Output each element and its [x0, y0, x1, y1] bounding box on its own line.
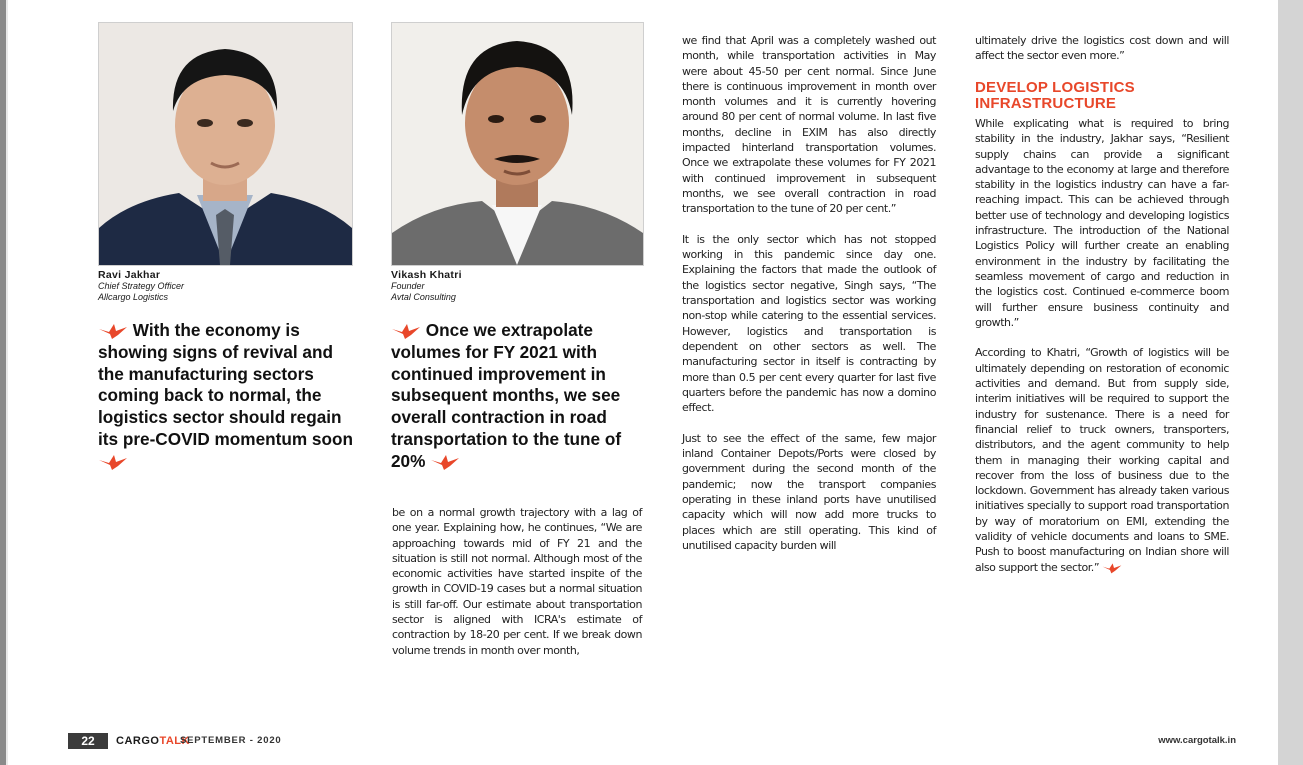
bird-logo-icon	[98, 322, 128, 340]
website-url: www.cargotalk.in	[1158, 735, 1236, 746]
person-name: Ravi Jakhar	[98, 269, 161, 281]
page-gutter-right	[1278, 0, 1303, 765]
body-paragraph: we find that April was a completely washed out month, while transportation activities in May were about 45-50 per cent normal. Since June there is continuous improvement in month over month volumes and it is currently hovering around 80 per cent of normal volume. In last five months, decline in EXIM has also directly impacted hinterland transportation volumes. Once we extrapolate these volumes for FY 2021 with continued improvement in subsequent months, we see overall contraction in road transportation to the tune of 20 per cent.”	[682, 34, 936, 216]
brand-logo	[116, 733, 190, 749]
body-paragraph: While explicating what is required to bring stability in the industry, Jakhar says, “Resilient supply chains can provide a significant advantage to the economy at large and therefore stability in the logistics industry can have a far-reaching impact. This can be achieved through better use of technology and developing logistics infrastructure. The introduction of the National Logistics Policy will further create an enabling environment in the industry by facilitating the seamless movement of cargo and reduction in the logistics cost. Continued e-commerce boom will further ensure business continuity and growth.”	[975, 117, 1229, 329]
pull-quote-ravi-jakhar	[98, 320, 354, 473]
body-text: According to Khatri, “Growth of logistics will be ultimately depending on restoration of economic activities and demand. But from supply side, interim initiatives will be required to support the industry for sustenance. There is a need for financial relief to truck owners, transporters, distributors, and the agent community to help them in managing their working capital and recover from the loss of business due to the lockdown. Government has already taken various initiatives specially to support road transportation by way of moratorium on EMI, extending the validity of vehicle documents and loans to SME. Push to boost manufacturing on Indian shore will also support the sector.”	[975, 346, 1229, 574]
magazine-page	[8, 0, 1278, 765]
body-paragraph	[975, 345, 1229, 574]
article-column-4	[975, 33, 1229, 79]
brand-talk: TALK	[159, 735, 190, 747]
bird-logo-icon	[98, 453, 128, 471]
issue-date: SEPTEMBER - 2020	[180, 735, 282, 746]
person-company: Allcargo Logistics	[98, 292, 169, 302]
bird-logo-icon	[391, 322, 421, 340]
quote-text: With the economy is showing signs of revival and the manufacturing sectors coming back to normal, the logistics sector should regain its pre-COVID momentum soon	[98, 320, 353, 449]
body-paragraph: ultimately drive the logistics cost down and will affect the sector even more.”	[975, 34, 1229, 63]
article-column-4-continued	[975, 116, 1229, 575]
brand-cargo: CARGO	[116, 735, 160, 747]
person-title: Chief Strategy Officer	[98, 281, 185, 291]
pull-quote-vikash-khatri	[391, 320, 647, 473]
article-column-2	[392, 505, 642, 673]
body-paragraph: It is the only sector which has not stopped working in this pandemic since day one. Explaining the factors that made the outlook of the logistics sector negative, Singh says, “The transportation and logistics sector was working non-stop while catering to the essential services. However, logistics and transportation is dependent on other sectors as well. The manufacturing sector in itself is contracting by more than 0.5 per cent every quarter for last five quarters before the pandemic has now a domino effect.	[682, 232, 936, 415]
person-name: Vikash Khatri	[391, 269, 462, 281]
body-paragraph: Just to see the effect of the same, few major inland Container Depots/Ports were closed by government during the second month of the pandemic; now the transport companies operating in these inland ports have unutilised capacity which will now add more trucks to places which are still operating. This kind of unutilised capacity burden will	[682, 431, 936, 552]
section-heading: DEVELOP LOGISTICS INFRASTRUCTURE	[975, 79, 1135, 112]
article-column-3	[682, 33, 936, 568]
person-title: Founder	[391, 281, 425, 291]
page-gutter-left	[0, 0, 6, 765]
portrait-photo-ravi-jakhar	[98, 22, 353, 266]
caption-ravi-jakhar	[98, 270, 328, 303]
page-number: 22	[68, 733, 108, 749]
quote-text: Once we extrapolate volumes for FY 2021 with continued improvement in subsequent months, we see overall contraction in road transportation to the tune of 20%	[391, 320, 622, 471]
person-company: Avtal Consulting	[391, 292, 456, 302]
body-paragraph: be on a normal growth trajectory with a lag of one year. Explaining how, he continues, “We are approaching towards mid of FY 21 and the situation is still not normal. Although most of the economic activities have started inspite of the growth in COVID-19 cases but a normal situation is still far-off. Our estimate about transportation sector is aligned with ICRA's estimate of contraction by 18-20 per cent. If we break down volume trends in month over month,	[392, 506, 642, 657]
portrait-photo-vikash-khatri	[391, 22, 644, 266]
caption-vikash-khatri	[391, 270, 621, 303]
bird-logo-icon	[430, 453, 460, 471]
bird-logo-icon	[1102, 562, 1122, 574]
